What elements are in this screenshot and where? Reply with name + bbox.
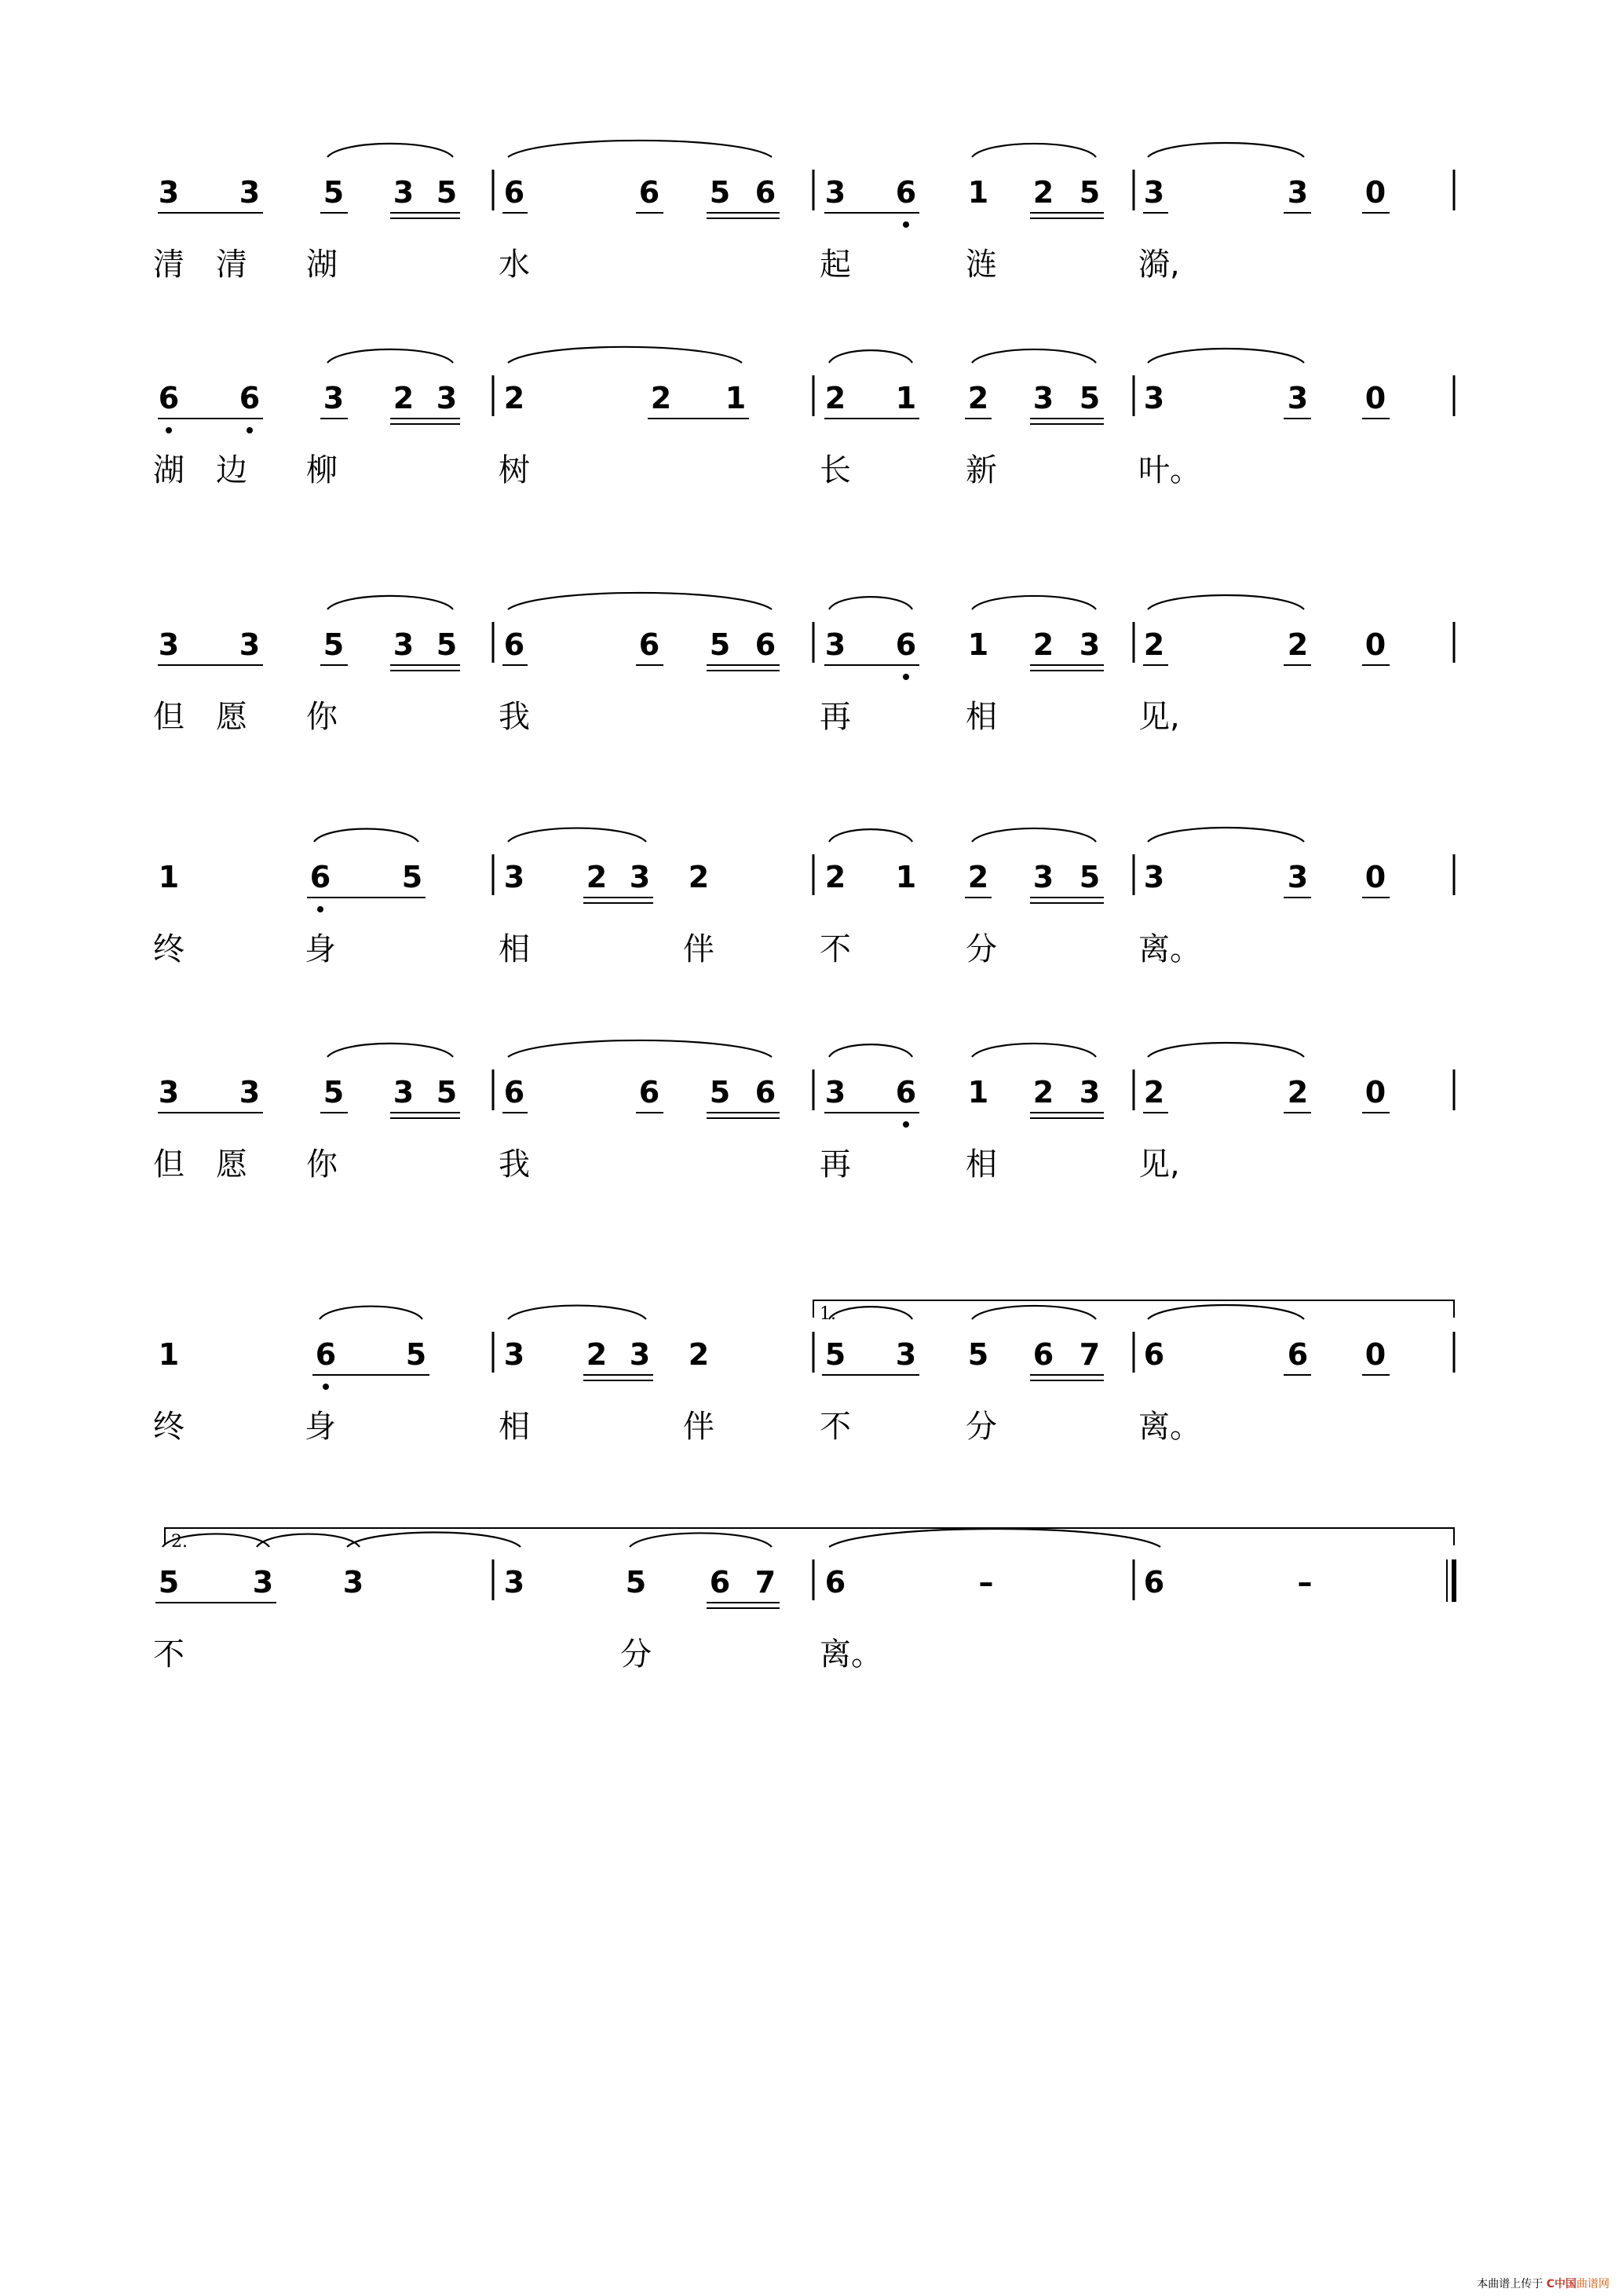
note: 0	[1364, 1337, 1386, 1372]
note: 6	[709, 1565, 731, 1600]
note: 3	[629, 1337, 651, 1372]
octave-dot	[166, 427, 172, 433]
note: 7	[1079, 1337, 1101, 1372]
lyric-syllable: 清	[216, 247, 247, 283]
lyric-syllable: 长	[820, 452, 851, 488]
note: 6	[1287, 1337, 1309, 1372]
slur	[630, 1533, 772, 1547]
lyric-syllable: 相	[966, 699, 997, 735]
note: 1	[967, 627, 989, 662]
score-system-7	[153, 1528, 1454, 1673]
note: 5	[824, 1337, 846, 1372]
slur	[1148, 595, 1304, 609]
slur	[327, 144, 453, 157]
lyric-syllable: 离。	[1138, 931, 1201, 967]
slur	[508, 1306, 646, 1319]
note: 1	[967, 175, 989, 210]
note: 0	[1364, 627, 1386, 662]
note: 5	[709, 627, 731, 662]
note: 2	[688, 860, 710, 894]
footer-prefix: 本曲谱上传于	[1477, 2278, 1543, 2291]
note: 3	[1079, 627, 1101, 662]
note: 6	[239, 381, 261, 415]
octave-dot	[323, 1384, 329, 1390]
note: 3	[1032, 381, 1054, 415]
note: 5	[1079, 860, 1101, 894]
note: 1	[895, 381, 917, 415]
footer-site-name: 中国	[1554, 2278, 1576, 2291]
score-system-2	[153, 347, 1454, 488]
note: 3	[158, 1075, 180, 1110]
note: 3	[239, 1075, 261, 1110]
note: 1	[158, 860, 180, 894]
note: 5	[709, 1075, 731, 1110]
note: 2	[1032, 1075, 1054, 1110]
note: 6	[754, 175, 776, 210]
note: 6	[895, 627, 917, 662]
note: 5	[323, 175, 345, 210]
note: 3	[393, 1075, 415, 1110]
note: 5	[436, 627, 458, 662]
lyric-syllable: 相	[499, 931, 530, 967]
note: 2	[824, 860, 846, 894]
note: 2	[1287, 627, 1309, 662]
dash-note: –	[1297, 1565, 1313, 1600]
note: 3	[1143, 860, 1165, 894]
lyric-syllable: 终	[153, 931, 184, 967]
lyric-syllable: 终	[153, 1409, 184, 1445]
note: 3	[342, 1565, 364, 1600]
slur	[508, 141, 772, 157]
note: 3	[393, 627, 415, 662]
octave-dot	[903, 674, 909, 680]
note: 6	[754, 1075, 776, 1110]
note: 3	[503, 1337, 525, 1372]
lyric-syllable: 离。	[820, 1636, 882, 1673]
volta-label: 1.	[820, 1304, 836, 1324]
note: 6	[638, 1075, 660, 1110]
lyric-syllable: 伴	[683, 1409, 714, 1445]
slur	[508, 1040, 772, 1057]
note: 5	[967, 1337, 989, 1372]
slur	[1148, 1043, 1304, 1057]
slur	[327, 1044, 453, 1057]
note: 3	[158, 175, 180, 210]
lyric-syllable: 不	[153, 1636, 184, 1673]
volta-bracket	[165, 1528, 1454, 1545]
slur	[1148, 1305, 1304, 1319]
slur	[347, 1533, 521, 1547]
lyric-syllable: 但	[153, 699, 184, 735]
score-system-6	[153, 1300, 1454, 1445]
note: 6	[158, 381, 180, 415]
octave-dot	[903, 1121, 909, 1128]
slur	[327, 596, 453, 609]
lyric-syllable: 再	[820, 699, 851, 735]
lyric-syllable: 身	[305, 931, 336, 967]
note: 3	[239, 175, 261, 210]
note: 2	[1143, 1075, 1165, 1110]
lyric-syllable: 新	[966, 452, 997, 488]
slur	[972, 828, 1096, 842]
note: 3	[503, 1565, 525, 1600]
slur	[972, 1306, 1096, 1319]
lyric-syllable: 湖	[306, 247, 338, 283]
lyric-syllable: 柳	[306, 452, 338, 488]
note: 2	[824, 381, 846, 415]
lyric-syllable: 愿	[216, 699, 247, 735]
note: 5	[436, 1075, 458, 1110]
lyric-syllable: 再	[820, 1146, 851, 1183]
note: 6	[1032, 1337, 1054, 1372]
note: 6	[895, 175, 917, 210]
note: 5	[1079, 175, 1101, 210]
note: 5	[709, 175, 731, 210]
lyric-syllable: 不	[820, 931, 851, 967]
note: 3	[393, 175, 415, 210]
note: 5	[323, 1075, 345, 1110]
lyric-syllable: 分	[966, 1409, 997, 1445]
note: 2	[1143, 627, 1165, 662]
slur	[1148, 143, 1304, 157]
note: 3	[629, 860, 651, 894]
slur	[972, 349, 1096, 363]
note: 6	[1143, 1337, 1165, 1372]
lyric-syllable: 湖	[153, 452, 184, 488]
footer-site-suffix: 曲谱网	[1576, 2278, 1609, 2291]
note: 5	[436, 175, 458, 210]
note: 3	[503, 860, 525, 894]
lyric-syllable: 水	[499, 247, 530, 283]
volta-label: 2.	[171, 1532, 188, 1552]
note: 5	[323, 627, 345, 662]
footer-credit	[1477, 2276, 1609, 2291]
slur	[972, 144, 1096, 157]
slur	[972, 596, 1096, 609]
note: 0	[1364, 381, 1386, 415]
lyric-syllable: 分	[966, 931, 997, 967]
note: 3	[1287, 381, 1309, 415]
slur	[508, 828, 646, 842]
note: 3	[1143, 381, 1165, 415]
octave-dot	[317, 906, 323, 912]
lyric-syllable: 相	[966, 1146, 997, 1183]
lyric-syllable: 相	[499, 1409, 530, 1445]
slur	[508, 347, 742, 363]
lyric-syllable: 我	[499, 1146, 530, 1183]
octave-dot	[903, 221, 909, 228]
slur	[1148, 349, 1304, 363]
note: 6	[309, 860, 331, 894]
note: 2	[586, 1337, 608, 1372]
note: 6	[824, 1565, 846, 1600]
score-system-5	[153, 1040, 1454, 1183]
note: 3	[252, 1565, 274, 1600]
slur	[257, 1534, 360, 1547]
lyric-syllable: 分	[620, 1636, 652, 1673]
lyric-syllable: 树	[499, 452, 530, 488]
note: 2	[586, 860, 608, 894]
note: 2	[967, 381, 989, 415]
note: 1	[895, 860, 917, 894]
lyric-syllable: 见,	[1138, 699, 1180, 735]
lyric-syllable: 你	[306, 699, 338, 735]
slur	[320, 1307, 422, 1319]
slur	[972, 1044, 1096, 1057]
note: 3	[824, 627, 846, 662]
lyric-syllable: 身	[305, 1409, 336, 1445]
note: 3	[1079, 1075, 1101, 1110]
note: 3	[323, 381, 345, 415]
note: 3	[1032, 860, 1054, 894]
lyric-syllable: 离。	[1138, 1409, 1201, 1445]
note: 3	[239, 627, 261, 662]
note: 3	[436, 381, 458, 415]
note: 5	[625, 1565, 647, 1600]
lyric-syllable: 但	[153, 1146, 184, 1183]
note: 1	[158, 1337, 180, 1372]
note: 3	[824, 1075, 846, 1110]
note: 3	[1287, 860, 1309, 894]
slur	[829, 1044, 912, 1057]
note: 6	[638, 627, 660, 662]
score-system-1	[153, 141, 1454, 283]
lyric-syllable: 伴	[683, 931, 714, 967]
lyric-syllable: 叶。	[1138, 452, 1201, 488]
lyric-syllable: 清	[153, 247, 184, 283]
lyric-syllable: 起	[820, 247, 851, 283]
note: 3	[1143, 175, 1165, 210]
lyric-syllable: 见,	[1138, 1146, 1180, 1183]
slur	[829, 597, 912, 609]
lyric-syllable: 你	[306, 1146, 338, 1183]
note: 3	[824, 175, 846, 210]
dash-note: –	[978, 1565, 994, 1600]
note: 0	[1364, 1075, 1386, 1110]
lyric-syllable: 漪,	[1138, 247, 1180, 283]
note: 2	[688, 1337, 710, 1372]
score-system-4	[153, 828, 1454, 967]
octave-dot	[247, 427, 253, 433]
note: 2	[503, 381, 525, 415]
lyric-syllable: 涟	[966, 247, 997, 283]
note: 5	[401, 860, 423, 894]
note: 1	[725, 381, 747, 415]
note: 3	[1287, 175, 1309, 210]
slur	[327, 349, 453, 363]
slur	[508, 593, 772, 609]
note: 5	[1079, 381, 1101, 415]
note: 3	[158, 627, 180, 662]
slur	[829, 350, 912, 363]
note: 6	[503, 175, 525, 210]
slur	[314, 829, 418, 842]
logo-c-icon: C	[1546, 2278, 1554, 2291]
lyric-syllable: 边	[216, 452, 247, 488]
note: 2	[650, 381, 672, 415]
note: 5	[158, 1565, 180, 1600]
note: 2	[393, 381, 415, 415]
slur	[829, 829, 912, 842]
lyric-syllable: 不	[820, 1409, 851, 1445]
note: 6	[315, 1337, 337, 1372]
note: 3	[895, 1337, 917, 1372]
note: 6	[503, 1075, 525, 1110]
note: 6	[1143, 1565, 1165, 1600]
note: 6	[503, 627, 525, 662]
slur	[829, 1307, 912, 1319]
slur	[829, 1529, 1160, 1547]
note: 0	[1364, 860, 1386, 894]
note: 5	[405, 1337, 427, 1372]
note: 6	[754, 627, 776, 662]
lyric-syllable: 我	[499, 699, 530, 735]
note: 6	[638, 175, 660, 210]
note: 6	[895, 1075, 917, 1110]
note: 2	[1032, 175, 1054, 210]
note: 2	[1032, 627, 1054, 662]
note: 2	[967, 860, 989, 894]
note: 1	[967, 1075, 989, 1110]
note: 7	[754, 1565, 776, 1600]
score-system-3	[153, 593, 1454, 735]
lyric-syllable: 愿	[216, 1146, 247, 1183]
note: 0	[1364, 175, 1386, 210]
slur	[1148, 828, 1304, 842]
note: 2	[1287, 1075, 1309, 1110]
